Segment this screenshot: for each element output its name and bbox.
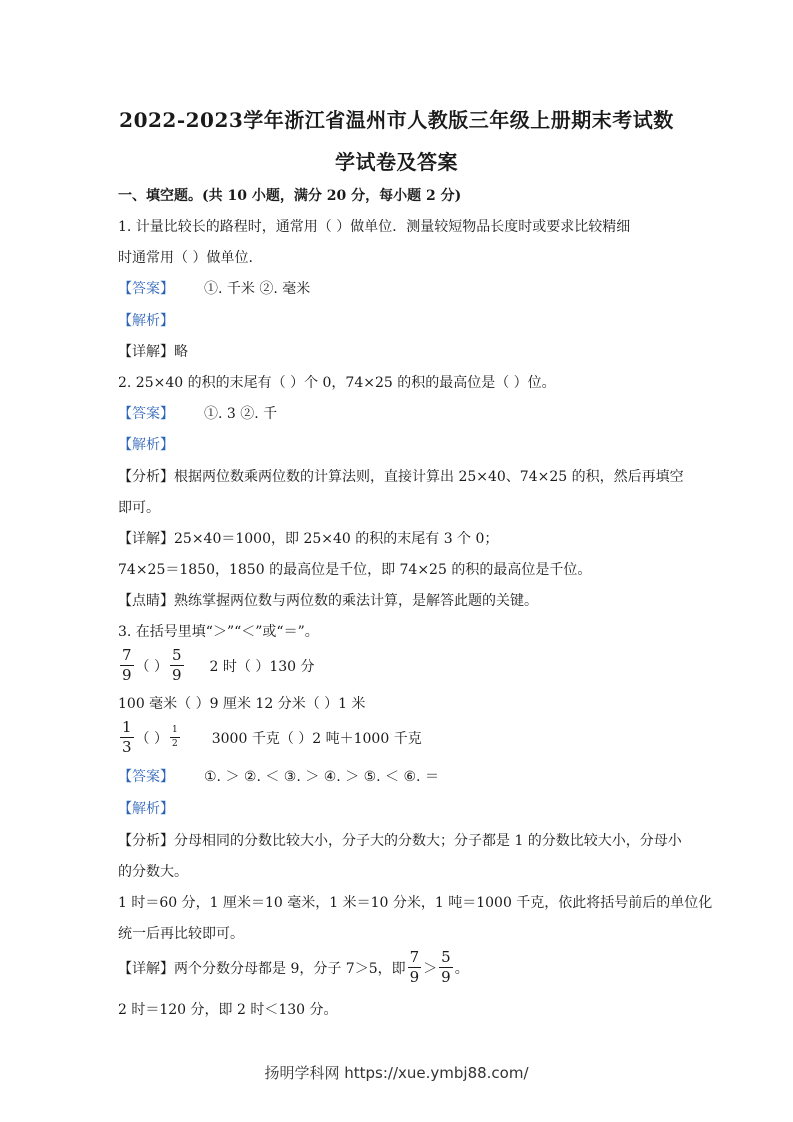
q1-analysis-tag: 【解析】 [118, 313, 174, 329]
q3-analysis-line-1: 【分析】分母相同的分数比较大小，分子大的分数大；分子都是 1 的分数比较大小，分母小 [118, 833, 682, 849]
q3-analysis-tag: 【解析】 [118, 801, 174, 817]
q3-analysis-line-2: 的分数大。 [118, 864, 188, 880]
q3-row-3-rest: 3000 千克（ ）2 吨＋1000 千克 [211, 730, 422, 747]
q3-detail-prefix: 【详解】两个分数分母都是 9，分子 7＞5，即 [118, 960, 406, 977]
q2-answer [118, 404, 277, 424]
answer-tag: 【答案】 [118, 281, 174, 297]
q3-row-1 [118, 648, 315, 683]
q2-detail-line-1: 【详解】25×40＝1000，即 25×40 的积的末尾有 3 个 0； [118, 531, 499, 547]
q3-analysis-line-3: 1 时＝60 分，1 厘米＝10 毫米，1 米＝10 分米，1 吨＝1000 千克，依此将括号前后的单位化 [118, 895, 713, 911]
q1-answer [118, 279, 310, 299]
document-title-line-1: 2022-2023学年浙江省温州市人教版三年级上册期末考试数 [119, 108, 674, 132]
q3-stem: 3. 在括号里填“＞”“＜”或“＝”。 [118, 624, 319, 640]
document-title-line-2: 学试卷及答案 [335, 150, 458, 174]
fraction-small: $\frac{1}{2}$ [172, 725, 178, 749]
answer-tag: 【答案】 [118, 769, 174, 785]
comparison-blank: （ ） [135, 658, 168, 675]
q2-analysis-line-1: 【分析】根据两位数乘两位数的计算法则，直接计算出 25×40、74×25 的积，然后再填空 [118, 469, 684, 485]
answer-tag: 【答案】 [118, 406, 174, 422]
fraction: $\frac{1}{3}$ [122, 718, 132, 756]
q2-analysis-tag: 【解析】 [118, 437, 174, 453]
q3-row-2: 100 毫米（ ）9 厘米 12 分米（ ）1 米 [118, 696, 366, 712]
q1-answer-text: ①. 千米 ②. 毫米 [204, 281, 311, 297]
q3-analysis-line-4: 统一后再比较即可。 [118, 926, 244, 942]
q3-detail-suffix: 。 [454, 960, 469, 977]
q1-stem-line-1: 1. 计量比较长的路程时，通常用（ ）做单位．测量较短物品长度时或要求比较精细 [118, 219, 631, 235]
q1-detail: 【详解】略 [118, 344, 188, 360]
fraction: $\frac{7}{9}$ [409, 948, 420, 986]
fraction: $\frac{5}{9}$ [441, 948, 451, 986]
fraction: $\frac{7}{9}$ [122, 646, 132, 684]
q2-detail-line-2: 74×25＝1850，1850 的最高位是千位，即 74×25 的积的最高位是千位。 [118, 562, 592, 578]
q3-row-1-rest: 2 时（ ）130 分 [209, 658, 315, 675]
q3-row-3 [118, 720, 422, 755]
comparison-blank: （ ） [135, 730, 168, 747]
footer-watermark: 扬明学科网 https://xue.ymbj88.com/ [264, 1064, 529, 1082]
q2-answer-text: ①. 3 ②. 千 [204, 406, 278, 422]
q3-detail-line-1 [118, 950, 469, 985]
q3-answer [118, 767, 439, 787]
q2-comment: 【点睛】熟练掌握两位数与两位数的乘法计算，是解答此题的关键。 [118, 593, 538, 609]
q3-answer-text: ①. ＞ ②. ＜ ③. ＞ ④. ＞ ⑤. ＜ ⑥. ＝ [204, 769, 439, 785]
q2-stem: 2. 25×40 的积的末尾有（ ）个 0，74×25 的积的最高位是（ ）位。 [118, 375, 556, 391]
q1-stem-line-2: 时通常用（ ）做单位. [118, 250, 253, 266]
section-heading: 一、填空题。(共 10 小题，满分 20 分，每小题 2 分) [118, 188, 462, 204]
q3-detail-line-2: 2 时＝120 分，即 2 时＜130 分。 [118, 1002, 338, 1018]
comparison-operator: ＞ [423, 960, 438, 977]
fraction: $\frac{5}{9}$ [172, 646, 182, 684]
q2-analysis-line-2: 即可。 [118, 500, 160, 516]
